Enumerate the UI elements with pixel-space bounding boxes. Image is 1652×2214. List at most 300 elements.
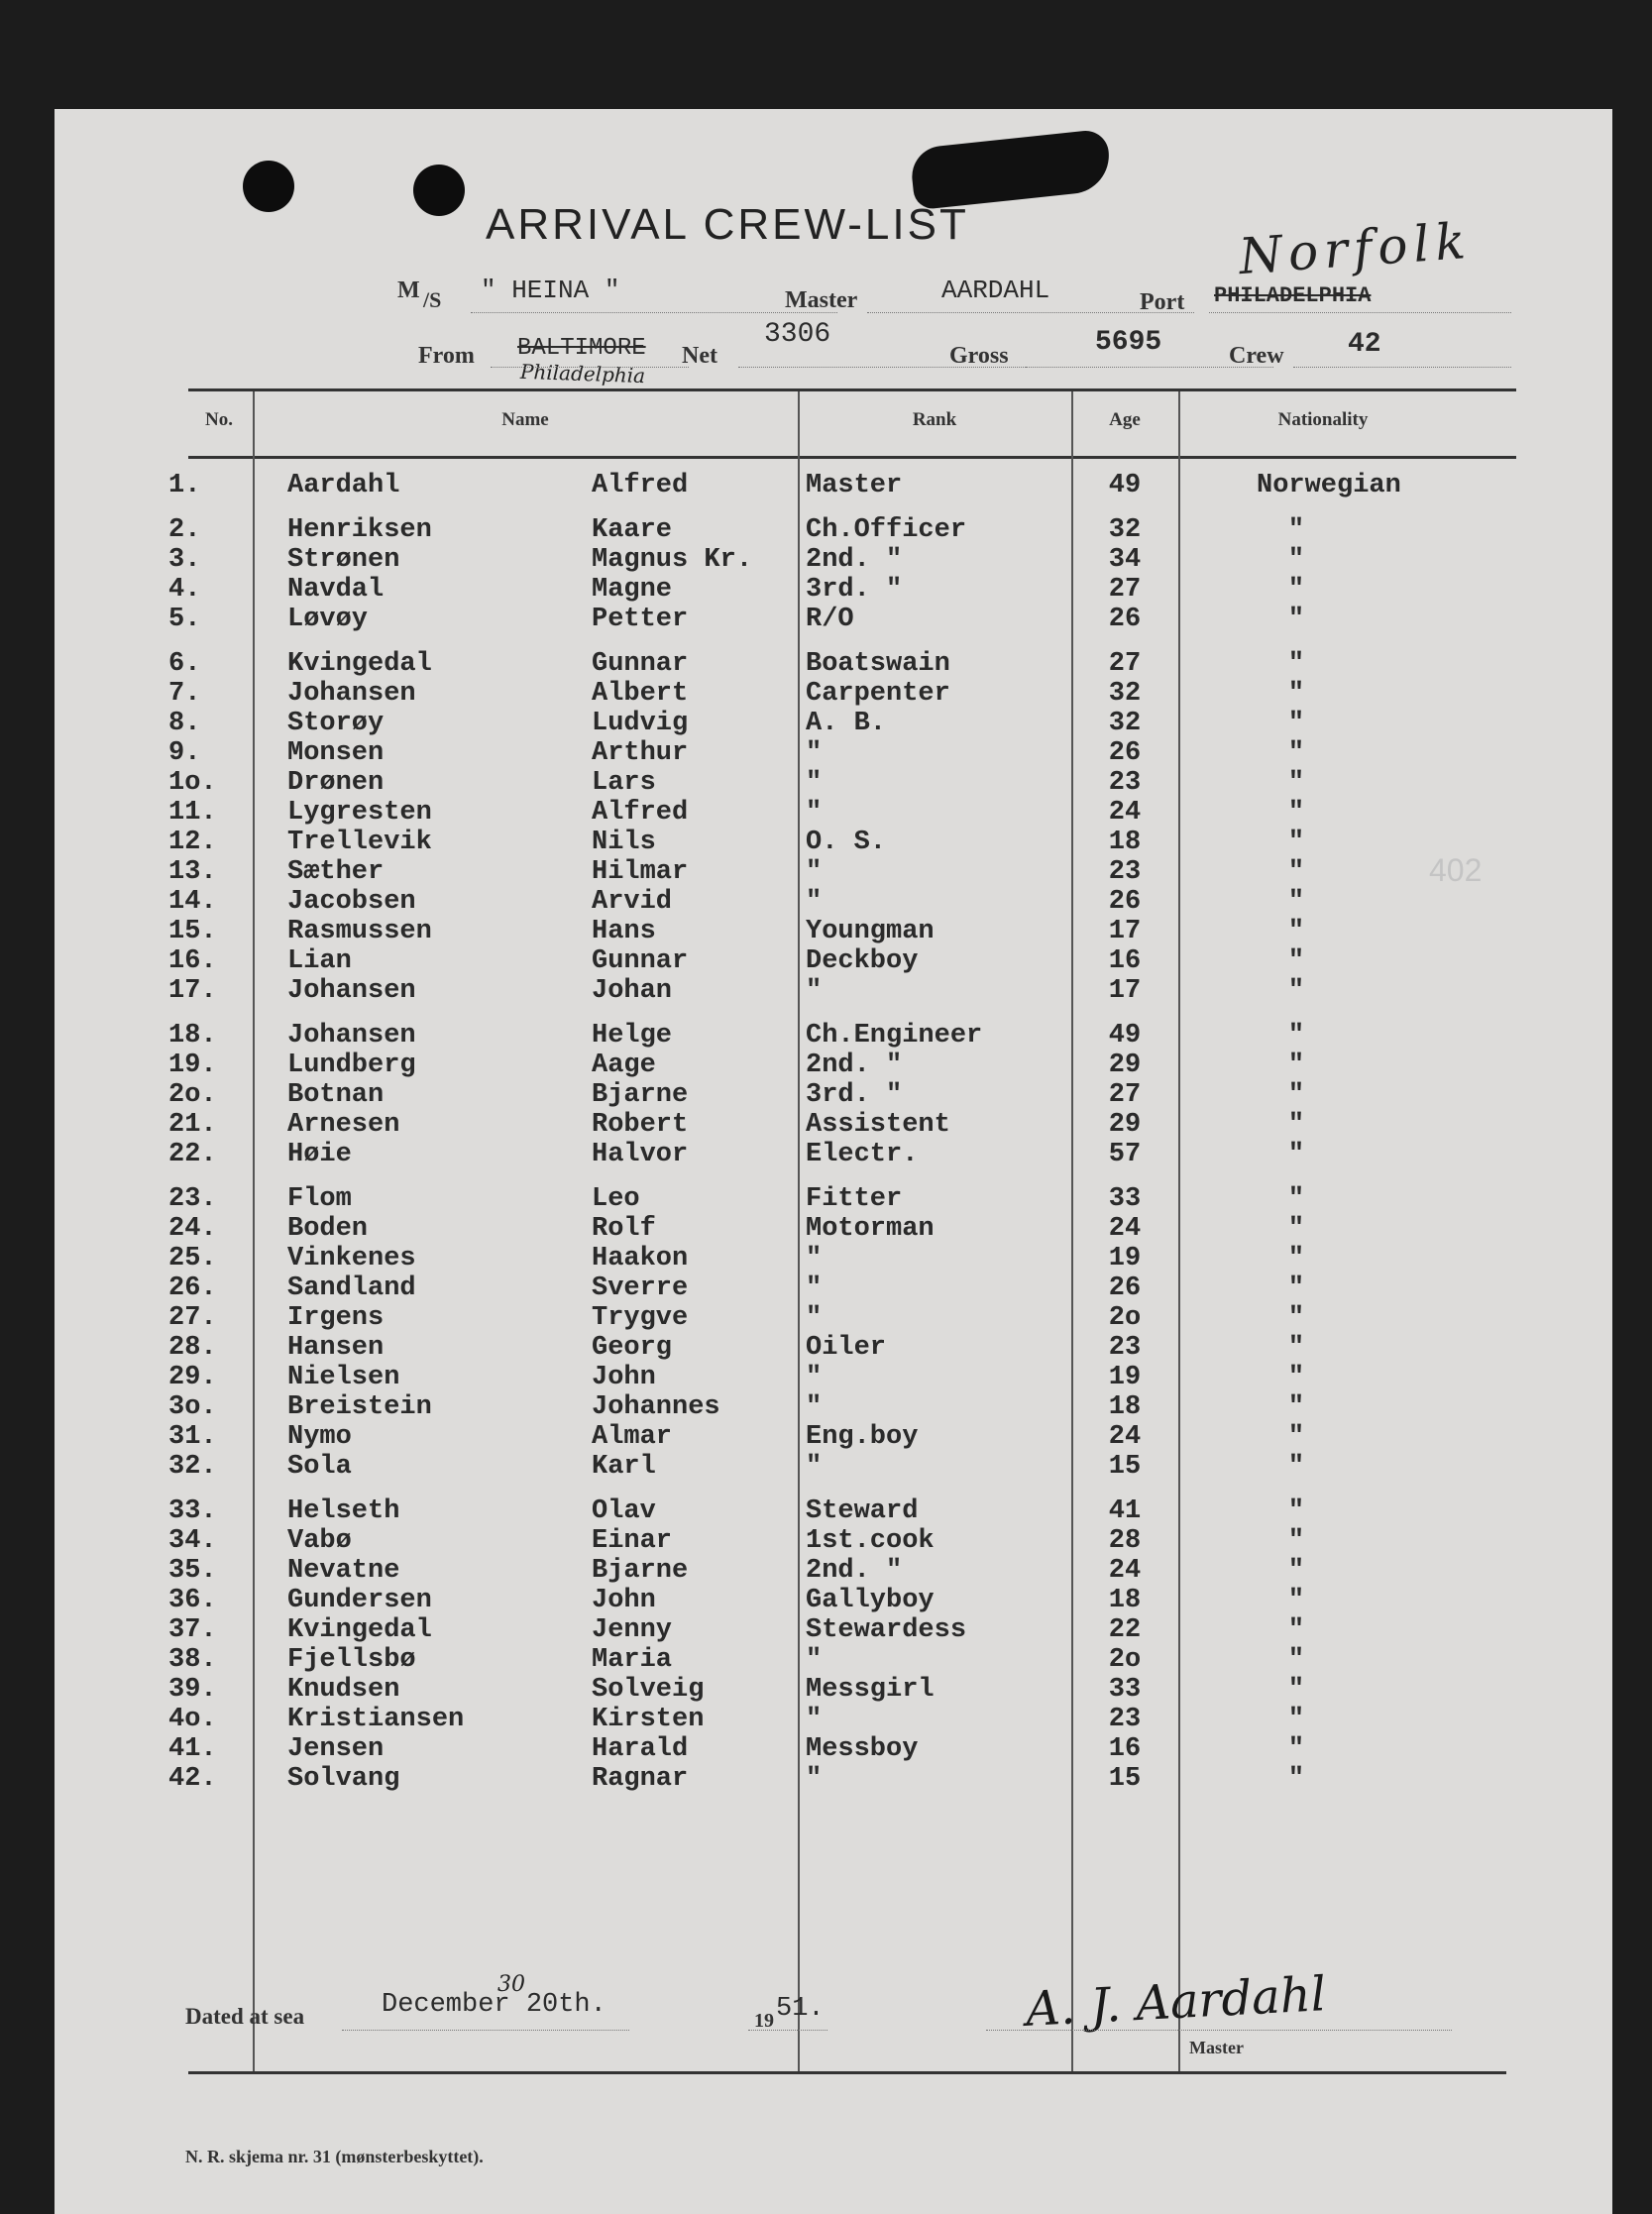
crew-rank: Gallyboy <box>806 1586 935 1615</box>
crew-surname: Kvingedal <box>287 649 432 679</box>
dated-date: December 20th. <box>382 1990 606 2020</box>
crew-row <box>55 1363 1612 1392</box>
crew-age: 32 <box>1108 679 1142 709</box>
crew-row <box>55 1110 1612 1140</box>
crew-rank: 1st.cook <box>806 1526 935 1556</box>
crew-given-name: Albert <box>592 679 689 709</box>
crew-nationality: " <box>1287 1051 1305 1080</box>
crew-rank: " <box>806 738 823 768</box>
crew-rank: Messgirl <box>806 1675 935 1705</box>
crew-number: 7. <box>168 679 201 709</box>
gross-tonnage: 5695 <box>1095 327 1162 358</box>
crew-given-name: Helge <box>592 1021 673 1051</box>
crew-rank: Fitter <box>806 1184 903 1214</box>
crew-row <box>55 605 1612 634</box>
crew-nationality: " <box>1287 1184 1305 1214</box>
crew-number: 17. <box>168 976 217 1006</box>
crew-row <box>55 1496 1612 1526</box>
crew-surname: Gundersen <box>287 1586 432 1615</box>
crew-age: 41 <box>1108 1496 1142 1526</box>
master-name: AARDAHL <box>941 276 1050 305</box>
crew-surname: Drønen <box>287 768 385 798</box>
crew-age: 18 <box>1108 1392 1142 1422</box>
crew-surname: Knudsen <box>287 1675 400 1705</box>
crew-nationality: " <box>1287 1303 1305 1333</box>
crew-row <box>55 857 1612 887</box>
crew-nationality: " <box>1287 649 1305 679</box>
crew-given-name: Einar <box>592 1526 673 1556</box>
crew-rank: " <box>806 857 823 887</box>
crew-age: 24 <box>1108 1214 1142 1244</box>
crew-row <box>55 946 1612 976</box>
crew-surname: Johansen <box>287 1021 416 1051</box>
crew-rank: 3rd. " <box>806 1080 903 1110</box>
crew-age: 26 <box>1108 887 1142 917</box>
punch-hole-right <box>413 165 465 216</box>
table-top-rule <box>188 388 1516 391</box>
crew-nationality: " <box>1287 1140 1305 1169</box>
crew-surname: Sola <box>287 1452 352 1482</box>
crew-surname: Sandland <box>287 1273 416 1303</box>
crew-surname: Solvang <box>287 1764 400 1794</box>
crew-row <box>55 1244 1612 1273</box>
crew-age: 24 <box>1108 798 1142 828</box>
port-handwritten: Norfolk <box>1237 211 1474 286</box>
crew-surname: Lian <box>287 946 352 976</box>
crew-given-name: Sverre <box>592 1273 689 1303</box>
crew-row <box>55 1586 1612 1615</box>
crew-nationality: " <box>1287 1645 1305 1675</box>
crew-nationality: " <box>1287 1705 1305 1734</box>
crew-number: 19. <box>168 1051 217 1080</box>
crew-age: 27 <box>1108 649 1142 679</box>
crew-rank: 3rd. " <box>806 575 903 605</box>
crew-given-name: Gunnar <box>592 649 689 679</box>
vessel-name: " HEINA " <box>481 276 620 305</box>
crew-nationality: " <box>1287 768 1305 798</box>
crew-surname: Helseth <box>287 1496 400 1526</box>
crew-age: 29 <box>1108 1110 1142 1140</box>
crew-rank: " <box>806 887 823 917</box>
crew-row <box>55 471 1612 500</box>
side-note: 402 <box>1429 852 1483 888</box>
column-header-name: Name <box>501 409 549 430</box>
crew-number: 1o. <box>168 768 217 798</box>
crew-given-name: Johan <box>592 976 673 1006</box>
crew-surname: Fjellsbø <box>287 1645 416 1675</box>
crew-age: 16 <box>1108 946 1142 976</box>
crew-nationality: " <box>1287 545 1305 575</box>
crew-nationality: " <box>1287 1110 1305 1140</box>
crew-age: 23 <box>1108 857 1142 887</box>
crew-row <box>55 1333 1612 1363</box>
crew-surname: Aardahl <box>287 471 400 500</box>
from-label: From <box>418 343 475 369</box>
crew-number: 4o. <box>168 1705 217 1734</box>
crew-nationality: " <box>1287 1392 1305 1422</box>
crew-age: 18 <box>1108 1586 1142 1615</box>
crew-given-name: Lars <box>592 768 656 798</box>
crew-number: 1. <box>168 471 201 500</box>
crew-row <box>55 887 1612 917</box>
crew-row <box>55 1080 1612 1110</box>
crew-row <box>55 1140 1612 1169</box>
crew-age: 57 <box>1108 1140 1142 1169</box>
crew-age: 16 <box>1108 1734 1142 1764</box>
table-bottom-rule <box>188 2071 1506 2074</box>
signature-master-label: Master <box>1189 2038 1244 2057</box>
crew-row <box>55 1526 1612 1556</box>
crew-number: 12. <box>168 828 217 857</box>
crew-nationality: " <box>1287 515 1305 545</box>
crew-age: 26 <box>1108 738 1142 768</box>
crew-surname: Botnan <box>287 1080 385 1110</box>
crew-surname: Flom <box>287 1184 352 1214</box>
crew-number: 33. <box>168 1496 217 1526</box>
crew-row <box>55 798 1612 828</box>
crew-given-name: Hilmar <box>592 857 689 887</box>
crew-row <box>55 976 1612 1006</box>
crew-surname: Nielsen <box>287 1363 400 1392</box>
crew-given-name: Ludvig <box>592 709 689 738</box>
crew-rank: Motorman <box>806 1214 935 1244</box>
crew-surname: Navdal <box>287 575 385 605</box>
crew-number: 28. <box>168 1333 217 1363</box>
gross-label: Gross <box>949 343 1009 369</box>
crew-given-name: Aage <box>592 1051 656 1080</box>
from-struck: BALTIMORE <box>517 335 646 362</box>
crew-surname: Jensen <box>287 1734 385 1764</box>
crew-number: 26. <box>168 1273 217 1303</box>
year-suffix: 51. <box>776 1994 825 2024</box>
crew-rank: Boatswain <box>806 649 950 679</box>
crew-age: 28 <box>1108 1526 1142 1556</box>
crew-nationality: " <box>1287 575 1305 605</box>
crew-surname: Nymo <box>287 1422 352 1452</box>
crew-surname: Breistein <box>287 1392 432 1422</box>
crew-given-name: Solveig <box>592 1675 705 1705</box>
port-label: Port <box>1140 289 1185 315</box>
crew-rank: Deckboy <box>806 946 919 976</box>
crew-row <box>55 1422 1612 1452</box>
crew-given-name: Halvor <box>592 1140 689 1169</box>
crew-given-name: Arthur <box>592 738 689 768</box>
crew-nationality: " <box>1287 1452 1305 1482</box>
crew-rank: Oiler <box>806 1333 887 1363</box>
crew-rank: 2nd. " <box>806 545 903 575</box>
crew-given-name: Almar <box>592 1422 673 1452</box>
crew-number: 5. <box>168 605 201 634</box>
crew-rank: " <box>806 768 823 798</box>
crew-count: 42 <box>1348 329 1381 360</box>
crew-age: 23 <box>1108 1333 1142 1363</box>
crew-number: 25. <box>168 1244 217 1273</box>
crew-number: 14. <box>168 887 217 917</box>
crew-rank: " <box>806 1303 823 1333</box>
crew-nationality: " <box>1287 857 1305 887</box>
crew-row <box>55 768 1612 798</box>
crew-surname: Løvøy <box>287 605 369 634</box>
crew-row <box>55 1051 1612 1080</box>
crew-nationality: " <box>1287 1422 1305 1452</box>
crew-age: 27 <box>1108 575 1142 605</box>
crew-given-name: Arvid <box>592 887 673 917</box>
crew-age: 22 <box>1108 1615 1142 1645</box>
crew-rank: " <box>806 1764 823 1794</box>
crew-nationality: " <box>1287 1363 1305 1392</box>
crew-number: 39. <box>168 1675 217 1705</box>
crew-rank: " <box>806 1244 823 1273</box>
crew-row <box>55 1021 1612 1051</box>
crew-number: 8. <box>168 709 201 738</box>
crew-nationality: " <box>1287 1734 1305 1764</box>
crew-row <box>55 545 1612 575</box>
crew-given-name: Rolf <box>592 1214 656 1244</box>
crew-row <box>55 1734 1612 1764</box>
crew-number: 34. <box>168 1526 217 1556</box>
crew-surname: Lundberg <box>287 1051 416 1080</box>
crew-row <box>55 575 1612 605</box>
crew-given-name: Petter <box>592 605 689 634</box>
crew-number: 36. <box>168 1586 217 1615</box>
crew-rank: Eng.boy <box>806 1422 919 1452</box>
crew-number: 18. <box>168 1021 217 1051</box>
crew-age: 26 <box>1108 605 1142 634</box>
crew-number: 15. <box>168 917 217 946</box>
crew-number: 38. <box>168 1645 217 1675</box>
crew-nationality: " <box>1287 1214 1305 1244</box>
crew-nationality: " <box>1287 1586 1305 1615</box>
crew-surname: Strønen <box>287 545 400 575</box>
crew-number: 21. <box>168 1110 217 1140</box>
crew-number: 11. <box>168 798 217 828</box>
crew-surname: Henriksen <box>287 515 432 545</box>
crew-surname: Høie <box>287 1140 352 1169</box>
crew-label: Crew <box>1229 343 1284 369</box>
crew-surname: Kvingedal <box>287 1615 432 1645</box>
crew-row <box>55 679 1612 709</box>
crew-age: 33 <box>1108 1675 1142 1705</box>
crew-given-name: Bjarne <box>592 1556 689 1586</box>
crew-number: 6. <box>168 649 201 679</box>
crew-age: 2o <box>1108 1645 1142 1675</box>
ms-label-s: /S <box>423 287 442 312</box>
crew-age: 15 <box>1108 1764 1142 1794</box>
crew-age: 27 <box>1108 1080 1142 1110</box>
crew-nationality: Norwegian <box>1257 471 1401 500</box>
crew-number: 2o. <box>168 1080 217 1110</box>
master-signature: A. J. Aardahl <box>1024 1966 1328 2038</box>
crew-surname: Vabø <box>287 1526 352 1556</box>
dated-label: Dated at sea <box>185 2004 305 2029</box>
crew-rank: Ch.Engineer <box>806 1021 983 1051</box>
crew-given-name: Harald <box>592 1734 689 1764</box>
crew-nationality: " <box>1287 828 1305 857</box>
crew-age: 19 <box>1108 1363 1142 1392</box>
crew-list-sheet <box>55 109 1612 2214</box>
crew-number: 31. <box>168 1422 217 1452</box>
crew-surname: Irgens <box>287 1303 385 1333</box>
crew-number: 24. <box>168 1214 217 1244</box>
crew-age: 26 <box>1108 1273 1142 1303</box>
crew-number: 3o. <box>168 1392 217 1422</box>
crew-surname: Nevatne <box>287 1556 400 1586</box>
crew-age: 18 <box>1108 828 1142 857</box>
crew-row <box>55 1705 1612 1734</box>
crew-surname: Arnesen <box>287 1110 400 1140</box>
crew-row <box>55 515 1612 545</box>
column-header-nationality: Nationality <box>1277 409 1369 430</box>
crew-number: 35. <box>168 1556 217 1586</box>
crew-nationality: " <box>1287 798 1305 828</box>
from-handwritten: Philadelphia <box>519 359 646 388</box>
crew-rank: Assistent <box>806 1110 950 1140</box>
crew-row <box>55 1392 1612 1422</box>
punch-hole-left <box>243 161 294 212</box>
column-header-rank: Rank <box>912 409 957 430</box>
net-tonnage: 3306 <box>764 319 831 350</box>
crew-age: 23 <box>1108 768 1142 798</box>
crew-row <box>55 1615 1612 1645</box>
crew-nationality: " <box>1287 1021 1305 1051</box>
crew-rank: O. S. <box>806 828 887 857</box>
crew-age: 32 <box>1108 515 1142 545</box>
crew-nationality: " <box>1287 1080 1305 1110</box>
crew-age: 34 <box>1108 545 1142 575</box>
crew-nationality: " <box>1287 887 1305 917</box>
crew-row <box>55 1303 1612 1333</box>
crew-rank: 2nd. " <box>806 1556 903 1586</box>
crew-surname: Storøy <box>287 709 385 738</box>
crew-given-name: Robert <box>592 1110 689 1140</box>
crew-rank: 2nd. " <box>806 1051 903 1080</box>
net-label: Net <box>682 343 717 369</box>
crew-nationality: " <box>1287 946 1305 976</box>
crew-age: 24 <box>1108 1556 1142 1586</box>
page-title: ARRIVAL CREW-LIST <box>486 200 969 249</box>
crew-number: 22. <box>168 1140 217 1169</box>
date-correction: 30 <box>497 1972 525 1997</box>
crew-surname: Jacobsen <box>287 887 416 917</box>
table-header-rule <box>188 456 1516 459</box>
crew-given-name: John <box>592 1586 656 1615</box>
crew-age: 49 <box>1108 471 1142 500</box>
crew-given-name: Johannes <box>592 1392 720 1422</box>
crew-age: 29 <box>1108 1051 1142 1080</box>
crew-age: 32 <box>1108 709 1142 738</box>
column-header-no: No. <box>205 409 233 430</box>
crew-nationality: " <box>1287 1273 1305 1303</box>
crew-age: 24 <box>1108 1422 1142 1452</box>
crew-rank: R/O <box>806 605 854 634</box>
crew-nationality: " <box>1287 1526 1305 1556</box>
crew-surname: Monsen <box>287 738 385 768</box>
crew-nationality: " <box>1287 1556 1305 1586</box>
crew-row <box>55 649 1612 679</box>
crew-age: 17 <box>1108 917 1142 946</box>
crew-nationality: " <box>1287 679 1305 709</box>
crew-number: 41. <box>168 1734 217 1764</box>
crew-number: 32. <box>168 1452 217 1482</box>
crew-rank: Youngman <box>806 917 935 946</box>
crew-surname: Sæther <box>287 857 385 887</box>
crew-nationality: " <box>1287 1496 1305 1526</box>
master-label: Master <box>785 287 858 313</box>
crew-surname: Vinkenes <box>287 1244 416 1273</box>
crew-number: 29. <box>168 1363 217 1392</box>
crew-surname: Trellevik <box>287 828 432 857</box>
crew-rank: Ch.Officer <box>806 515 967 545</box>
crew-rank: " <box>806 1705 823 1734</box>
crew-rank: A. B. <box>806 709 887 738</box>
crew-given-name: Jenny <box>592 1615 673 1645</box>
crew-given-name: Bjarne <box>592 1080 689 1110</box>
crew-row <box>55 1184 1612 1214</box>
crew-age: 2o <box>1108 1303 1142 1333</box>
crew-age: 15 <box>1108 1452 1142 1482</box>
crew-given-name: Hans <box>592 917 656 946</box>
crew-age: 33 <box>1108 1184 1142 1214</box>
crew-nationality: " <box>1287 1764 1305 1794</box>
crew-age: 17 <box>1108 976 1142 1006</box>
crew-nationality: " <box>1287 738 1305 768</box>
crew-number: 9. <box>168 738 201 768</box>
crew-rank: " <box>806 1273 823 1303</box>
crew-given-name: Ragnar <box>592 1764 689 1794</box>
crew-nationality: " <box>1287 709 1305 738</box>
crew-row <box>55 1214 1612 1244</box>
crew-row <box>55 917 1612 946</box>
crew-rank: Steward <box>806 1496 919 1526</box>
crew-row <box>55 738 1612 768</box>
crew-nationality: " <box>1287 1244 1305 1273</box>
crew-row <box>55 1452 1612 1482</box>
crew-row <box>55 1645 1612 1675</box>
crew-row <box>55 828 1612 857</box>
crew-given-name: Karl <box>592 1452 656 1482</box>
form-note: N. R. skjema nr. 31 (mønsterbeskyttet). <box>185 2147 484 2166</box>
crew-row <box>55 1675 1612 1705</box>
crew-number: 27. <box>168 1303 217 1333</box>
crew-given-name: Maria <box>592 1645 673 1675</box>
crew-surname: Johansen <box>287 679 416 709</box>
crew-row <box>55 709 1612 738</box>
crew-given-name: Kaare <box>592 515 673 545</box>
crew-rank: Messboy <box>806 1734 919 1764</box>
crew-age: 19 <box>1108 1244 1142 1273</box>
crew-number: 4. <box>168 575 201 605</box>
crew-given-name: Magne <box>592 575 673 605</box>
crew-surname: Johansen <box>287 976 416 1006</box>
crew-number: 2. <box>168 515 201 545</box>
crew-rank: Master <box>806 471 903 500</box>
crew-age: 23 <box>1108 1705 1142 1734</box>
crew-given-name: Alfred <box>592 798 689 828</box>
crew-number: 16. <box>168 946 217 976</box>
crew-age: 49 <box>1108 1021 1142 1051</box>
crew-surname: Kristiansen <box>287 1705 465 1734</box>
ink-blot <box>909 129 1112 211</box>
crew-given-name: John <box>592 1363 656 1392</box>
column-header-age: Age <box>1109 409 1141 430</box>
crew-given-name: Olav <box>592 1496 656 1526</box>
crew-number: 3. <box>168 545 201 575</box>
crew-nationality: " <box>1287 1615 1305 1645</box>
crew-surname: Boden <box>287 1214 369 1244</box>
crew-given-name: Georg <box>592 1333 673 1363</box>
crew-given-name: Kirsten <box>592 1705 705 1734</box>
port-struck: PHILADELPHIA <box>1214 283 1372 308</box>
